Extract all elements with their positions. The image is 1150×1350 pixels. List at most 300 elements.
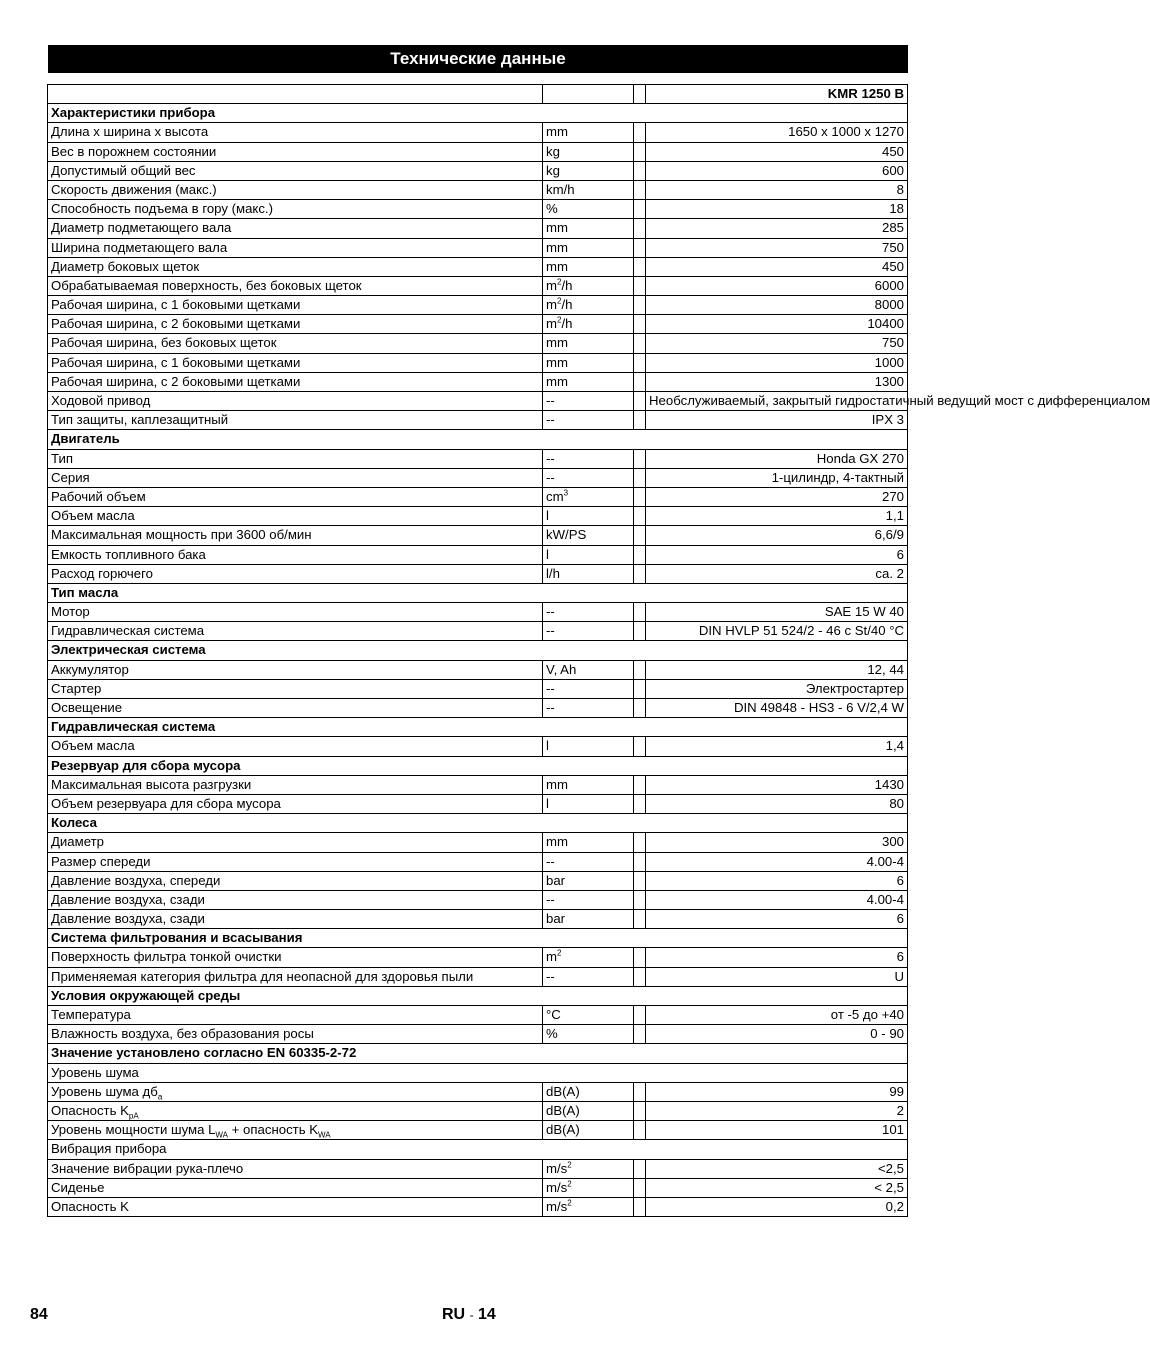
section-heading: Двигатель: [48, 430, 908, 449]
spec-value: Honda GX 270: [646, 449, 908, 468]
table-row: [48, 411, 908, 430]
spec-value: 8: [646, 180, 908, 199]
section-heading-row: [48, 756, 908, 775]
table-row: [48, 315, 908, 334]
spec-unit-text: --: [546, 412, 555, 428]
spec-unit-suffix: /h: [561, 297, 573, 313]
spec-name: [48, 526, 543, 545]
spec-value: 80: [646, 794, 908, 813]
spec-name-text: Рабочая ширина, с 2 боковыми щетками: [51, 316, 301, 332]
language-code: RU: [442, 1306, 466, 1323]
column-gap: [634, 276, 646, 295]
spec-name: [48, 1082, 543, 1101]
column-gap: [634, 794, 646, 813]
column-gap: [634, 449, 646, 468]
spec-unit: [543, 967, 634, 986]
spec-value: 1300: [646, 372, 908, 391]
section-heading: Тип масла: [48, 583, 908, 602]
spec-unit-text: --: [546, 604, 555, 620]
column-gap: [634, 372, 646, 391]
table-row: [48, 142, 908, 161]
spec-unit: [543, 334, 634, 353]
table-row: [48, 238, 908, 257]
spec-value: 300: [646, 833, 908, 852]
spec-unit-text: mm: [546, 258, 568, 274]
spec-value: 1000: [646, 353, 908, 372]
table-row: [48, 948, 908, 967]
spec-unit-text: kg: [546, 143, 560, 159]
spec-name-text: Ширина подметающего вала: [51, 239, 228, 255]
spec-value: 0 - 90: [646, 1025, 908, 1044]
spec-name-text: Размер спереди: [51, 853, 151, 869]
spec-value: 6: [646, 871, 908, 890]
spec-unit-text: --: [546, 393, 555, 408]
spec-unit: [543, 833, 634, 852]
table-row: [48, 603, 908, 622]
spec-value: 4.00-4: [646, 852, 908, 871]
spec-unit: [543, 238, 634, 257]
spec-name: [48, 545, 543, 564]
column-gap: [634, 910, 646, 929]
spec-name-text: Длина x ширина x высота: [51, 124, 209, 140]
table-row: [48, 622, 908, 641]
spec-unit-text: --: [546, 891, 555, 907]
section-heading-row: [48, 929, 908, 948]
spec-value: 1430: [646, 775, 908, 794]
spec-value: DIN HVLP 51 524/2 - 46 c St/40 °C: [646, 622, 908, 641]
table-row: [48, 507, 908, 526]
spec-name-text: Сиденье: [51, 1179, 105, 1195]
spec-unit-text: l: [546, 738, 549, 754]
spec-unit-text: m: [546, 297, 557, 313]
spec-value: 450: [646, 142, 908, 161]
spec-name-text: Диаметр подметающего вала: [51, 220, 232, 236]
spec-name-text: Поверхность фильтра тонкой очистки: [51, 949, 282, 965]
column-gap: [634, 833, 646, 852]
spec-unit: [543, 353, 634, 372]
spec-unit: [543, 526, 634, 545]
section-heading-row: [48, 104, 908, 123]
table-row: [48, 967, 908, 986]
table-row: [48, 392, 908, 411]
spec-unit-text: m/s: [546, 1179, 568, 1195]
spec-unit: [543, 699, 634, 718]
section-heading-row: [48, 430, 908, 449]
column-gap: [634, 526, 646, 545]
spec-unit-superscript: 2: [557, 277, 562, 287]
spec-name: [48, 967, 543, 986]
spec-unit: [543, 948, 634, 967]
spec-unit: [543, 142, 634, 161]
spec-unit-text: m: [546, 316, 557, 332]
spec-unit: [543, 622, 634, 641]
spec-unit-suffix: /h: [561, 277, 573, 293]
spec-unit: [543, 1025, 634, 1044]
spec-unit-superscript: 2: [557, 296, 562, 306]
column-gap: [634, 699, 646, 718]
spec-name-text: Обрабатываемая поверхность, без боковых щеток: [51, 277, 362, 293]
page-title: Технические данные: [48, 45, 908, 73]
column-gap: [634, 603, 646, 622]
spec-value: 750: [646, 334, 908, 353]
spec-name: [48, 1159, 543, 1178]
table-row: [48, 852, 908, 871]
spec-name: [48, 392, 543, 411]
table-row: [48, 1159, 908, 1178]
spec-value: 750: [646, 238, 908, 257]
table-row: [48, 296, 908, 315]
spec-name: [48, 775, 543, 794]
spec-name: [48, 1121, 543, 1140]
spec-value: 6000: [646, 276, 908, 295]
table-row: [48, 334, 908, 353]
spec-name-text: Уровень шума дб: [51, 1083, 158, 1099]
spec-name: [48, 1025, 543, 1044]
spec-name-subscript: pA: [128, 1111, 139, 1121]
spec-unit-text: --: [546, 680, 555, 696]
spec-name-text: Объем резервуара для сбора мусора: [51, 795, 281, 811]
column-gap: [634, 353, 646, 372]
spec-unit-text: mm: [546, 239, 568, 255]
spec-unit-text: mm: [546, 220, 568, 236]
spec-name-text: Гидравлическая система: [51, 623, 205, 639]
spec-value: 600: [646, 161, 908, 180]
spec-name-text: Опасность K: [51, 1102, 129, 1118]
table-row: [48, 219, 908, 238]
spec-name-text: Скорость движения (макс.): [51, 181, 217, 197]
spec-name-text: Серия: [51, 469, 90, 485]
spec-name: [48, 737, 543, 756]
table-row: [48, 353, 908, 372]
header-blank-name: [48, 85, 543, 104]
section-heading-row: [48, 1044, 908, 1063]
spec-name-text: Аккумулятор: [51, 661, 129, 677]
spec-name: [48, 161, 543, 180]
spec-unit-text: bar: [546, 872, 566, 888]
technical-data-table: [47, 84, 1150, 1217]
spec-name-text: Ходовой привод: [51, 393, 151, 408]
spec-name: [48, 871, 543, 890]
spec-unit: [543, 660, 634, 679]
spec-unit: [543, 487, 634, 506]
spec-unit-text: kg: [546, 162, 560, 178]
spec-unit: [543, 1101, 634, 1120]
table-row: [48, 180, 908, 199]
spec-name: [48, 948, 543, 967]
column-gap: [634, 1121, 646, 1140]
spec-name: [48, 219, 543, 238]
spec-name-continuation: + опасность K: [228, 1122, 319, 1138]
spec-name: [48, 487, 543, 506]
table-row: [48, 372, 908, 391]
model-name: KMR 1250 B: [646, 85, 908, 104]
column-gap: [634, 392, 646, 411]
table-row: [48, 1082, 908, 1101]
spec-unit-text: --: [546, 968, 555, 984]
spec-name: [48, 507, 543, 526]
spec-unit-text: --: [546, 853, 555, 869]
spec-value: IPX 3: [646, 411, 908, 430]
column-gap: [634, 507, 646, 526]
spec-unit-text: m/s: [546, 1198, 568, 1214]
table-row: [48, 1006, 908, 1025]
spec-value: 18: [646, 200, 908, 219]
spec-unit-text: dB(A): [546, 1083, 580, 1099]
spec-unit-text: V, Ah: [546, 661, 577, 677]
column-gap: [634, 1101, 646, 1120]
column-gap: [634, 180, 646, 199]
spec-value: 12, 44: [646, 660, 908, 679]
spec-unit: [543, 890, 634, 909]
spec-unit: [543, 449, 634, 468]
spec-unit: [543, 545, 634, 564]
table-row: [48, 890, 908, 909]
column-gap: [634, 219, 646, 238]
spec-value: 8000: [646, 296, 908, 315]
spec-value: Необслуживаемый, закрытый гидростатичный ведущий мост с дифференциалом: [646, 392, 908, 411]
spec-name: [48, 180, 543, 199]
table-row: [48, 257, 908, 276]
spec-name: [48, 890, 543, 909]
spec-unit-superscript: 2: [557, 315, 562, 325]
section-heading-row: [48, 583, 908, 602]
spec-unit-text: dB(A): [546, 1102, 580, 1118]
spec-name-text: Максимальная высота разгрузки: [51, 776, 252, 792]
spec-value: 1-цилиндр, 4-тактный: [646, 468, 908, 487]
section-heading-row: [48, 814, 908, 833]
section-page-number: 14: [478, 1306, 496, 1323]
spec-value: DIN 49848 - HS3 - 6 V/2,4 W: [646, 699, 908, 718]
spec-name: [48, 200, 543, 219]
spec-name-text: Объем масла: [51, 738, 135, 754]
spec-value: 1650 x 1000 x 1270: [646, 123, 908, 142]
spec-name: [48, 296, 543, 315]
table-row: [48, 660, 908, 679]
column-gap: [634, 967, 646, 986]
spec-value: 101: [646, 1121, 908, 1140]
column-gap: [634, 1197, 646, 1216]
table-row: [48, 910, 908, 929]
spec-name: [48, 1101, 543, 1120]
column-gap: [634, 142, 646, 161]
spec-value: 6: [646, 545, 908, 564]
spec-unit-text: m: [546, 949, 557, 965]
spec-unit: [543, 910, 634, 929]
spec-value: < 2,5: [646, 1178, 908, 1197]
spec-name: [48, 679, 543, 698]
spec-value: 285: [646, 219, 908, 238]
spec-value: SAE 15 W 40: [646, 603, 908, 622]
subsection-heading-row: [48, 1063, 908, 1082]
section-heading: Колеса: [48, 814, 908, 833]
spec-name-text: Способность подъема в гору (макс.): [51, 201, 273, 217]
table-row: [48, 679, 908, 698]
column-gap: [634, 296, 646, 315]
spec-name-text: Значение вибрации рука-плечо: [51, 1160, 244, 1176]
spec-name: [48, 315, 543, 334]
section-page-label: [442, 1306, 496, 1324]
spec-name: [48, 276, 543, 295]
section-heading: Гидравлическая система: [48, 718, 908, 737]
spec-unit: [543, 1006, 634, 1025]
spec-name: [48, 564, 543, 583]
spec-name-subscript: a: [157, 1092, 163, 1102]
spec-unit: [543, 276, 634, 295]
table-row: [48, 449, 908, 468]
spec-unit: [543, 737, 634, 756]
column-gap: [634, 487, 646, 506]
column-gap: [634, 411, 646, 430]
spec-name-text: Освещение: [51, 700, 123, 715]
spec-name-text: Температура: [51, 1007, 131, 1022]
table-row: [48, 526, 908, 545]
table-row: [48, 794, 908, 813]
column-gap: [634, 622, 646, 641]
column-gap: [634, 334, 646, 353]
spec-unit: [543, 296, 634, 315]
column-gap: [634, 123, 646, 142]
table-row: [48, 1025, 908, 1044]
column-gap: [634, 852, 646, 871]
section-heading: Резервуар для сбора мусора: [48, 756, 908, 775]
spec-name-text: Вес в порожнем состоянии: [51, 143, 217, 159]
spec-name: [48, 852, 543, 871]
spec-unit-superscript: 3: [563, 488, 569, 498]
column-gap: [634, 161, 646, 180]
column-gap: [634, 238, 646, 257]
column-gap: [634, 1082, 646, 1101]
column-gap: [634, 775, 646, 794]
section-heading: Система фильтрования и всасывания: [48, 929, 908, 948]
section-heading-row: [48, 986, 908, 1005]
spec-unit: [543, 219, 634, 238]
spec-name: [48, 238, 543, 257]
spec-name: [48, 910, 543, 929]
table-row: [48, 200, 908, 219]
spec-value: 6,6/9: [646, 526, 908, 545]
spec-unit: [543, 1082, 634, 1101]
spec-unit: [543, 315, 634, 334]
spec-name-subscript: WA: [215, 1130, 229, 1140]
table-header-row: [48, 85, 908, 104]
spec-value: от -5 до +40: [646, 1006, 908, 1025]
spec-unit-text: l: [546, 795, 549, 811]
table-row: [48, 1101, 908, 1120]
spec-unit: [543, 411, 634, 430]
spec-name: [48, 622, 543, 641]
spec-unit: [543, 468, 634, 487]
spec-unit-text: mm: [546, 834, 568, 850]
spec-unit-text: m/s: [546, 1160, 568, 1176]
page-separator: -: [469, 1308, 474, 1322]
spec-name-text: Применяемая категория фильтра для неопасной для здоровья пыли: [51, 968, 474, 984]
spec-value: Электростартер: [646, 679, 908, 698]
spec-value: ca. 2: [646, 564, 908, 583]
spec-unit: [543, 507, 634, 526]
spec-unit: [543, 257, 634, 276]
spec-name-text: Влажность воздуха, без образования росы: [51, 1026, 314, 1042]
spec-value: 99: [646, 1082, 908, 1101]
spec-value: 6: [646, 910, 908, 929]
spec-name: [48, 468, 543, 487]
column-gap: [634, 315, 646, 334]
spec-unit: [543, 679, 634, 698]
spec-name: [48, 372, 543, 391]
spec-unit-text: mm: [546, 776, 568, 792]
spec-unit-text: °C: [546, 1007, 561, 1022]
section-heading: Характеристики прибора: [48, 104, 908, 123]
spec-unit-superscript: 2: [557, 949, 562, 959]
spec-unit: [543, 1178, 634, 1197]
spec-unit-superscript: 2: [567, 1198, 572, 1208]
column-gap: [634, 737, 646, 756]
spec-name: [48, 142, 543, 161]
section-heading: Условия окружающей среды: [48, 986, 908, 1005]
column-gap: [634, 564, 646, 583]
spec-unit: [543, 392, 634, 411]
spec-name-text: Мотор: [51, 604, 90, 620]
spec-name: [48, 411, 543, 430]
spec-name-text: Рабочая ширина, с 1 боковыми щетками: [51, 354, 301, 370]
spec-name-text: Уровень мощности шума L: [51, 1122, 216, 1138]
spec-unit-text: dB(A): [546, 1122, 580, 1138]
column-gap: [634, 890, 646, 909]
spec-unit-text: --: [546, 450, 555, 466]
spec-name: [48, 449, 543, 468]
spec-name-text: Диаметр: [51, 834, 104, 850]
spec-name-text: Рабочий объем: [51, 488, 146, 504]
spec-unit-text: l: [546, 508, 549, 524]
spec-unit-text: bar: [546, 911, 566, 927]
spec-unit-text: km/h: [546, 181, 575, 197]
spec-value: 270: [646, 487, 908, 506]
column-gap: [634, 660, 646, 679]
spec-value: <2,5: [646, 1159, 908, 1178]
spec-unit: [543, 1197, 634, 1216]
section-heading-row: [48, 718, 908, 737]
spec-name-text: Давление воздуха, спереди: [51, 872, 221, 888]
spec-unit: [543, 852, 634, 871]
spec-name-text: Давление воздуха, сзади: [51, 891, 205, 907]
subsection-heading: Вибрация прибора: [48, 1140, 908, 1159]
spec-name: [48, 1178, 543, 1197]
spec-name: [48, 334, 543, 353]
column-gap: [634, 1178, 646, 1197]
page-number: 84: [30, 1306, 48, 1323]
spec-name: [48, 699, 543, 718]
header-blank-unit: [543, 85, 634, 104]
table-row: [48, 161, 908, 180]
table-row: [48, 1197, 908, 1216]
spec-name: [48, 1006, 543, 1025]
spec-value: 1,1: [646, 507, 908, 526]
spec-unit-text: %: [546, 201, 558, 217]
spec-unit-text: mm: [546, 373, 568, 389]
spec-unit: [543, 180, 634, 199]
spec-unit-text: mm: [546, 124, 568, 140]
column-gap: [634, 257, 646, 276]
table-row: [48, 775, 908, 794]
spec-name: [48, 794, 543, 813]
spec-name-text: Рабочая ширина, с 1 боковыми щетками: [51, 297, 301, 313]
table-row: [48, 564, 908, 583]
spec-unit-text: cm: [546, 488, 564, 504]
spec-unit: [543, 200, 634, 219]
spec-name-subscript: WA: [318, 1130, 331, 1140]
table-row: [48, 1178, 908, 1197]
spec-unit-superscript: 2: [567, 1179, 572, 1189]
section-heading-row: [48, 641, 908, 660]
